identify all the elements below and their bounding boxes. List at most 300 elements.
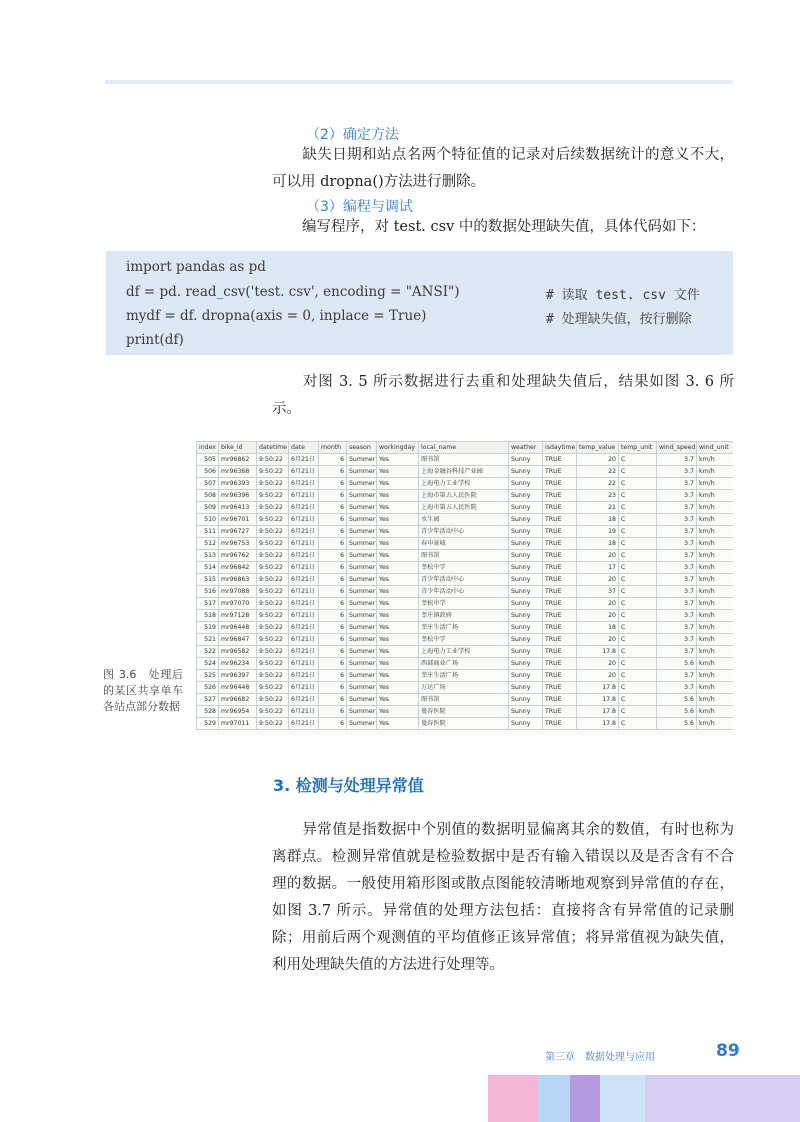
table-cell: TRUE [543,694,577,706]
table-cell: 图书馆 [419,454,509,466]
table-cell: 526 [197,682,219,694]
table-cell: 3.7 [657,538,697,550]
table-cell: 3.7 [657,610,697,622]
table-cell: mr96727 [219,526,257,538]
table-cell: km/h [697,718,734,730]
table-cell: TRUE [543,562,577,574]
table-cell: 9:50:22 [257,502,289,514]
table-row [197,454,734,466]
table-cell: Sunny [509,598,543,610]
table-cell: Summer [347,586,377,598]
table-row [197,706,734,718]
table-cell: 莘庄镇政府 [419,610,509,622]
table-cell: 莘松中学 [419,562,509,574]
table-header-cell: date [289,442,319,454]
table-cell: mr96762 [219,550,257,562]
table-cell: 9:50:22 [257,694,289,706]
table-cell: 17.8 [577,694,619,706]
table-cell: km/h [697,634,734,646]
table-cell: 莘松中学 [419,598,509,610]
table-cell: C [619,598,657,610]
table-cell: 37 [577,586,619,598]
table-cell: Summer [347,478,377,490]
table-cell: 21 [577,502,619,514]
table-header-cell: wind_speed [657,442,697,454]
table-cell: km/h [697,598,734,610]
table-cell: Yes [377,694,419,706]
code-line-3: mydf = df. dropna(axis = 0, inplace = True) [126,308,427,324]
table-cell: Summer [347,658,377,670]
table-cell: mr97128 [219,610,257,622]
table-cell: Yes [377,550,419,562]
table-cell: 9:50:22 [257,490,289,502]
table-cell: 529 [197,718,219,730]
table-cell: 9:50:22 [257,622,289,634]
table-cell: TRUE [543,598,577,610]
table-cell: Sunny [509,694,543,706]
table-cell: 6月21日 [289,658,319,670]
table-row [197,634,734,646]
table-cell: 521 [197,634,219,646]
table-cell: 9:50:22 [257,598,289,610]
table-cell: 6月21日 [289,586,319,598]
table-cell: 6月21日 [289,574,319,586]
table-cell: Summer [347,610,377,622]
table-row [197,466,734,478]
table-header-cell: weather [509,442,543,454]
table-cell: km/h [697,646,734,658]
table-cell: Yes [377,514,419,526]
table-cell: 万达广场 [419,682,509,694]
table-cell: 上海电力工业学校 [419,646,509,658]
table-cell: 青少年活动中心 [419,526,509,538]
table-cell: 6 [319,718,347,730]
table-cell: 516 [197,586,219,598]
code-comment-3: # 处理缺失值，按行删除 [546,312,692,327]
table-cell: Sunny [509,646,543,658]
table-cell: 6月21日 [289,694,319,706]
table-cell: 6月21日 [289,706,319,718]
table-cell: 6月21日 [289,478,319,490]
table-cell: 9:50:22 [257,634,289,646]
table-cell: 6 [319,502,347,514]
table-header-cell: temp_value [577,442,619,454]
footer-bar-pale-blue [600,1075,645,1122]
table-cell: C [619,574,657,586]
table-row [197,622,734,634]
table-cell: 3.7 [657,670,697,682]
table-cell: Summer [347,670,377,682]
table-cell: Sunny [509,454,543,466]
table-cell: Yes [377,562,419,574]
table-cell: 518 [197,610,219,622]
table-header-cell: index [197,442,219,454]
code-comment-2: # 读取 test. csv 文件 [546,288,700,303]
data-table [196,441,733,730]
table-cell: 511 [197,526,219,538]
table-cell: 20 [577,610,619,622]
table-cell: 9:50:22 [257,562,289,574]
section-paragraph [272,817,734,979]
table-cell: 春申景城 [419,538,509,550]
table-cell: 20 [577,574,619,586]
table-cell: 9:50:22 [257,658,289,670]
table-cell: 6月21日 [289,538,319,550]
table-cell: 曼谷医院 [419,718,509,730]
page-number: 89 [716,1041,740,1061]
table-cell: 6月21日 [289,514,319,526]
table-row [197,646,734,658]
table-header-cell: season [347,442,377,454]
table-cell: 图书馆 [419,694,509,706]
table-cell: 西部商业广场 [419,658,509,670]
table-cell: TRUE [543,574,577,586]
table-cell: Sunny [509,634,543,646]
table-cell: 507 [197,478,219,490]
table-cell: 6 [319,682,347,694]
table-cell: 524 [197,658,219,670]
table-cell: 6月21日 [289,670,319,682]
table-cell: TRUE [543,610,577,622]
table-cell: Sunny [509,658,543,670]
table-cell: Sunny [509,538,543,550]
table-cell: mr96682 [219,694,257,706]
table-cell: 水生园 [419,514,509,526]
table-cell: km/h [697,622,734,634]
table-cell: km/h [697,586,734,598]
table-cell: 3.7 [657,550,697,562]
table-cell: 3.7 [657,490,697,502]
table-cell: 6月21日 [289,490,319,502]
table-cell: km/h [697,466,734,478]
step2-text: 缺失日期和站点名两个特征值的记录对后续数据统计的意义不大，可以用 dropna()方法进行删除。 [272,147,734,190]
table-cell: C [619,694,657,706]
table-cell: TRUE [543,622,577,634]
table-cell: 519 [197,622,219,634]
table-cell: Sunny [509,526,543,538]
code-block [106,251,733,355]
table-cell: 6 [319,706,347,718]
table-cell: Yes [377,538,419,550]
table-cell: 20 [577,658,619,670]
table-header-cell: month [319,442,347,454]
table-cell: 9:50:22 [257,610,289,622]
table-row [197,526,734,538]
table-cell: 6 [319,670,347,682]
table-cell: Yes [377,610,419,622]
table-cell: 6月21日 [289,466,319,478]
table-cell: mr96753 [219,538,257,550]
table-cell: C [619,682,657,694]
table-cell: km/h [697,478,734,490]
table-cell: Summer [347,682,377,694]
result-paragraph [272,369,734,423]
table-cell: 上海市第五人民医院 [419,490,509,502]
code-line-1: import pandas as pd [126,259,266,275]
table-cell: C [619,706,657,718]
data-table-figure [196,441,733,734]
table-cell: Yes [377,586,419,598]
table-cell: TRUE [543,718,577,730]
table-cell: 517 [197,598,219,610]
footer-chapter: 第三章 数据处理与应用 [545,1052,655,1063]
table-cell: TRUE [543,706,577,718]
table-cell: mr96368 [219,466,257,478]
table-cell: 6 [319,646,347,658]
table-row [197,718,734,730]
table-cell: TRUE [543,550,577,562]
table-cell: km/h [697,682,734,694]
table-cell: C [619,634,657,646]
table-cell: mr96954 [219,706,257,718]
table-cell: mr96448 [219,682,257,694]
table-cell: 17 [577,562,619,574]
table-cell: Summer [347,514,377,526]
table-cell: 9:50:22 [257,454,289,466]
table-cell: 510 [197,514,219,526]
table-row [197,670,734,682]
table-cell: C [619,550,657,562]
table-cell: 6 [319,658,347,670]
table-cell: Yes [377,598,419,610]
table-cell: 6月21日 [289,454,319,466]
table-cell: 青少年活动中心 [419,586,509,598]
table-cell: Sunny [509,502,543,514]
table-cell: km/h [697,550,734,562]
table-cell: Summer [347,718,377,730]
table-header-row [197,442,734,454]
table-cell: Summer [347,538,377,550]
table-cell: 18 [577,538,619,550]
table-row [197,538,734,550]
table-row [197,502,734,514]
table-cell: C [619,718,657,730]
table-cell: mr97070 [219,598,257,610]
table-cell: C [619,502,657,514]
table-cell: 3.7 [657,634,697,646]
table-cell: Summer [347,490,377,502]
table-cell: km/h [697,562,734,574]
table-cell: mr96448 [219,622,257,634]
table-cell: 512 [197,538,219,550]
table-body [197,454,734,730]
table-cell: C [619,622,657,634]
table-cell: mr96396 [219,490,257,502]
table-cell: 5.6 [657,706,697,718]
code-line-2: df = pd. read_csv('test. csv', encoding = "ANSI") [126,284,460,300]
table-cell: Summer [347,706,377,718]
table-cell: 18 [577,514,619,526]
table-cell: mr97088 [219,586,257,598]
table-cell: 513 [197,550,219,562]
table-cell: TRUE [543,646,577,658]
section-title: 3. 检测与处理异常值 [273,776,424,795]
footer-bar-purple [570,1075,600,1122]
table-cell: Yes [377,646,419,658]
table-cell: Yes [377,670,419,682]
table-cell: 17.8 [577,706,619,718]
table-header-cell: isdaytime [543,442,577,454]
table-cell: 509 [197,502,219,514]
table-cell: 6月21日 [289,598,319,610]
table-cell: km/h [697,538,734,550]
table-cell: 6 [319,574,347,586]
table-cell: 9:50:22 [257,682,289,694]
table-cell: 9:50:22 [257,466,289,478]
table-cell: Yes [377,526,419,538]
table-cell: 青少年活动中心 [419,574,509,586]
table-cell: mr96393 [219,478,257,490]
table-cell: 20 [577,598,619,610]
table-row [197,478,734,490]
table-cell: C [619,610,657,622]
table-cell: 3.7 [657,682,697,694]
table-cell: 6 [319,550,347,562]
table-cell: TRUE [543,514,577,526]
table-cell: km/h [697,574,734,586]
table-cell: 3.7 [657,478,697,490]
step3-text: 编写程序，对 test. csv 中的数据处理缺失值，具体代码如下： [302,219,706,235]
table-header-cell: workingday [377,442,419,454]
table-cell: 506 [197,466,219,478]
table-cell: TRUE [543,634,577,646]
table-cell: 3.7 [657,586,697,598]
table-cell: Summer [347,466,377,478]
table-cell: Summer [347,574,377,586]
table-cell: km/h [697,658,734,670]
table-cell: C [619,526,657,538]
table-cell: 5.6 [657,718,697,730]
table-cell: C [619,538,657,550]
table-cell: km/h [697,670,734,682]
footer-bar-pink [488,1075,538,1122]
table-cell: 6月21日 [289,610,319,622]
table-cell: Yes [377,490,419,502]
table-cell: Summer [347,634,377,646]
table-cell: 527 [197,694,219,706]
table-row [197,574,734,586]
table-cell: Summer [347,646,377,658]
table-cell: C [619,490,657,502]
table-cell: 20 [577,454,619,466]
table-cell: 20 [577,634,619,646]
table-row [197,658,734,670]
table-cell: 9:50:22 [257,478,289,490]
table-header-cell: datetime [257,442,289,454]
table-cell: 6月21日 [289,562,319,574]
table-cell: Sunny [509,514,543,526]
table-cell: mr96701 [219,514,257,526]
section-text: 异常值是指数据中个别值的数据明显偏离其余的数值，有时也称为离群点。检测异常值就是检验数据中是否有输入错误以及是否含有不合理的数据。一般使用箱形图或散点图能较清晰地观察到异常值的存在，如图 3.7 所示。异常值的处理方法包括：直接将含有异常值的记录删除；用前后两个观测值的平均值修正该异常值；将异常值视为缺失值，利用处理缺失值的方法进行处理等。 [272,822,734,973]
table-cell: C [619,466,657,478]
table-cell: Yes [377,502,419,514]
table-cell: TRUE [543,658,577,670]
table-cell: Yes [377,658,419,670]
table-cell: 20 [577,670,619,682]
table-cell: km/h [697,694,734,706]
table-cell: TRUE [543,670,577,682]
table-cell: 曼谷医院 [419,706,509,718]
table-cell: mr96397 [219,670,257,682]
table-cell: 3.7 [657,622,697,634]
table-cell: 528 [197,706,219,718]
table-cell: Yes [377,706,419,718]
table-cell: 上海市第五人民医院 [419,502,509,514]
table-cell: 6月21日 [289,622,319,634]
table-cell: 5.6 [657,658,697,670]
table-cell: C [619,454,657,466]
table-row [197,598,734,610]
table-cell: TRUE [543,538,577,550]
table-cell: Yes [377,454,419,466]
table-cell: 6 [319,562,347,574]
table-cell: 3.7 [657,502,697,514]
table-cell: mr96582 [219,646,257,658]
table-cell: 19 [577,526,619,538]
table-cell: TRUE [543,586,577,598]
table-cell: Yes [377,634,419,646]
table-cell: 6 [319,634,347,646]
table-cell: 17.8 [577,646,619,658]
table-cell: 6 [319,622,347,634]
table-cell: TRUE [543,682,577,694]
table-cell: Yes [377,478,419,490]
table-cell: Sunny [509,610,543,622]
table-cell: 3.7 [657,526,697,538]
table-cell: 3.7 [657,514,697,526]
table-cell: 9:50:22 [257,670,289,682]
table-row [197,586,734,598]
table-cell: 514 [197,562,219,574]
table-cell: 6 [319,586,347,598]
table-cell: 3.7 [657,466,697,478]
table-cell: 6 [319,610,347,622]
table-cell: 莘松中学 [419,634,509,646]
table-cell: 522 [197,646,219,658]
table-cell: 莘庄生活广场 [419,670,509,682]
table-cell: 9:50:22 [257,574,289,586]
table-cell: Sunny [509,550,543,562]
table-cell: 图书馆 [419,550,509,562]
table-cell: 莘庄生活广场 [419,622,509,634]
table-cell: 9:50:22 [257,550,289,562]
table-cell: 6月21日 [289,718,319,730]
table-cell: 6 [319,454,347,466]
table-cell: C [619,670,657,682]
table-cell: 6月21日 [289,646,319,658]
table-cell: Sunny [509,586,543,598]
table-cell: C [619,646,657,658]
table-cell: km/h [697,454,734,466]
table-row [197,682,734,694]
code-line-4: print(df) [126,332,184,348]
table-row [197,694,734,706]
table-cell: 6月21日 [289,502,319,514]
table-cell: 508 [197,490,219,502]
table-row [197,490,734,502]
table-cell: Yes [377,718,419,730]
table-cell: mr97011 [219,718,257,730]
table-cell: 22 [577,478,619,490]
table-cell: Sunny [509,706,543,718]
table-cell: Summer [347,454,377,466]
table-header-cell: local_name [419,442,509,454]
table-cell: TRUE [543,526,577,538]
table-cell: 18 [577,622,619,634]
table-cell: Yes [377,622,419,634]
table-cell: 9:50:22 [257,538,289,550]
table-cell: Sunny [509,562,543,574]
